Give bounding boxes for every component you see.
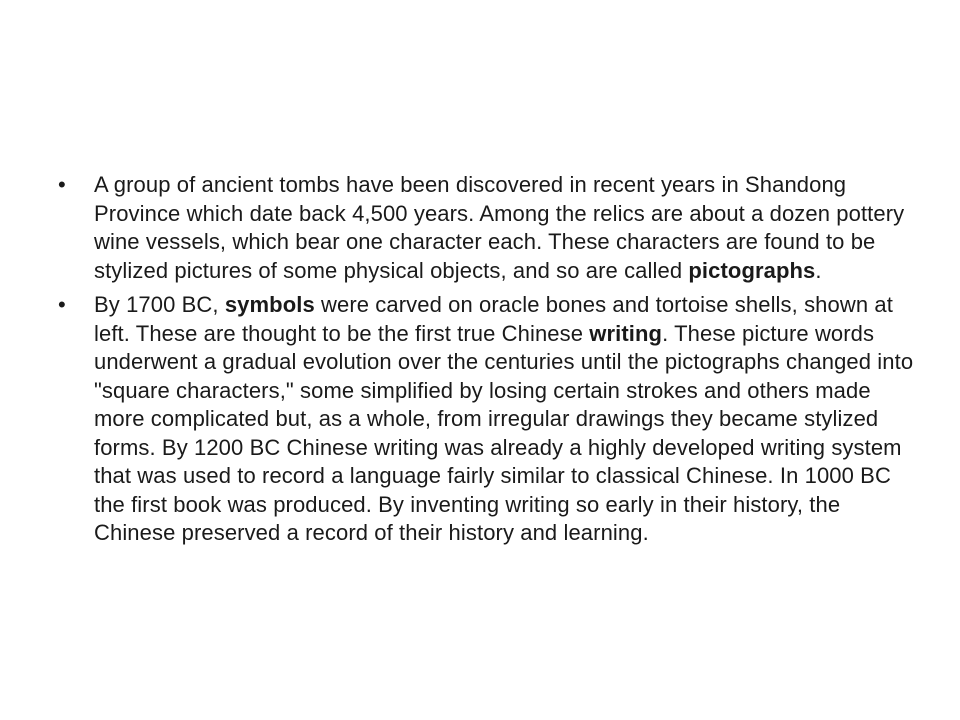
bullet-text bbox=[94, 171, 918, 285]
bold-term-pictographs: pictographs bbox=[688, 257, 816, 283]
text-segment: . bbox=[815, 257, 822, 283]
bullet-icon: • bbox=[58, 172, 66, 197]
text-segment: By 1700 BC, bbox=[94, 292, 225, 317]
bullet-text bbox=[94, 291, 918, 548]
bullet-item bbox=[58, 291, 918, 548]
bullet-item bbox=[58, 171, 918, 285]
bold-term-writing: writing bbox=[589, 320, 663, 346]
text-segment: were carved on oracle bones and tortoise shells, shown at left. These are thought to be the first true Chinese bbox=[94, 292, 893, 346]
text-segment: A group of ancient tombs have been discovered in recent years in Shandong Province which date back 4,500 years. Among the relics are about a dozen pottery wine vessels, which bear one character each. These characters are found to be stylized pictures of some physical objects, and so are called bbox=[94, 172, 905, 283]
bullet-list bbox=[58, 171, 918, 554]
text-segment: . These picture words underwent a gradual evolution over the centuries until the pictographs changed into "square characters," some simplified by losing certain strokes and others made more complicated but, as a whole, from irregular drawings they became stylized forms. By 1200 BC Chinese writing was already a highly developed writing system that was used to record a language fairly similar to classical Chinese. In 1000 BC the first book was produced. By inventing writing so early in their history, the Chinese preserved a record of their history and learning. bbox=[94, 320, 914, 545]
bullet-icon: • bbox=[58, 292, 66, 317]
bold-term-symbols: symbols bbox=[224, 292, 315, 317]
